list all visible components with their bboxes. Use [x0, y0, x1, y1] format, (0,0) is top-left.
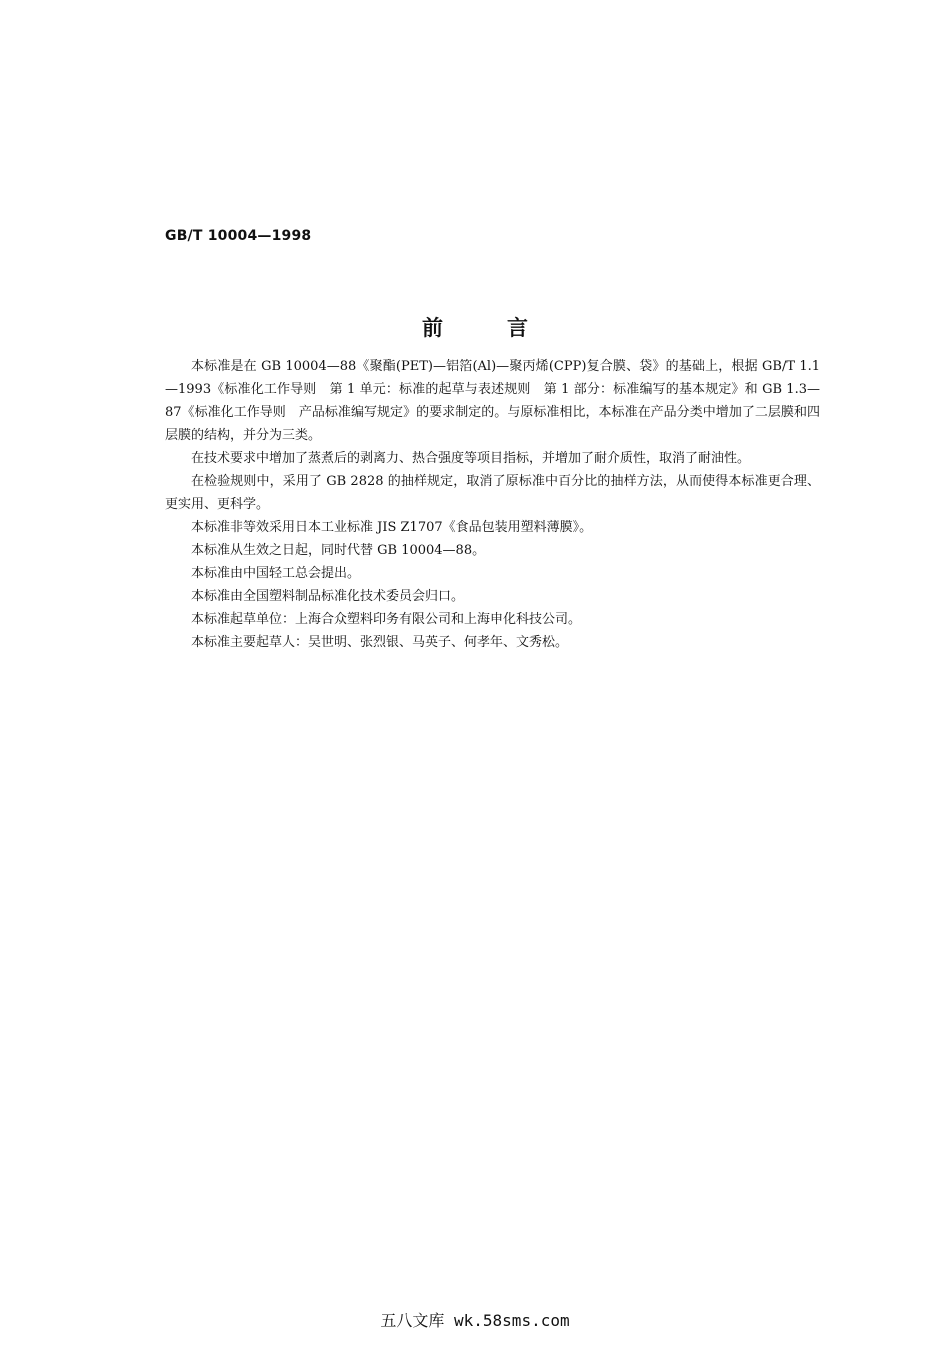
foreword-body — [165, 355, 820, 654]
footer-watermark: 五八文库 wk.58sms.com — [380, 1311, 570, 1330]
paragraph: 本标准是在 GB 10004—88《聚酯(PET)—铝箔(Al)—聚丙烯(CPP)复合膜、袋》的基础上，根据 GB/T 1.1—1993《标准化工作导则 第 1 单元：标准的起草与表述规则 第 1 部分：标准编写的基本规定》和 GB 1.3—87《标准化工作导则 产品标准编写规定》的要求制定的。与原标准相比，本标准在产品分类中增加了二层膜和四层膜的结构，并分为三类。 — [165, 359, 820, 443]
paragraph: 在技术要求中增加了蒸煮后的剥离力、热合强度等项目指标，并增加了耐介质性，取消了耐油性。 — [191, 451, 751, 466]
paragraph: 本标准非等效采用日本工业标准 JIS Z1707《食品包装用塑料薄膜》。 — [191, 520, 593, 535]
paragraph: 本标准起草单位：上海合众塑料印务有限公司和上海申化科技公司。 — [191, 612, 582, 627]
standard-code: GB/T 10004—1998 — [165, 228, 312, 244]
paragraph: 本标准由中国轻工总会提出。 — [191, 566, 361, 581]
page-title: 前言 — [422, 316, 592, 340]
paragraph: 本标准由全国塑料制品标准化技术委员会归口。 — [191, 589, 465, 604]
paragraph: 在检验规则中，采用了 GB 2828 的抽样规定，取消了原标准中百分比的抽样方法，从而使得本标准更合理、更实用、更科学。 — [165, 474, 820, 512]
paragraph: 本标准主要起草人：吴世明、张烈银、马英子、何孝年、文秀松。 — [191, 635, 569, 650]
paragraph: 本标准从生效之日起，同时代替 GB 10004—88。 — [191, 543, 486, 558]
